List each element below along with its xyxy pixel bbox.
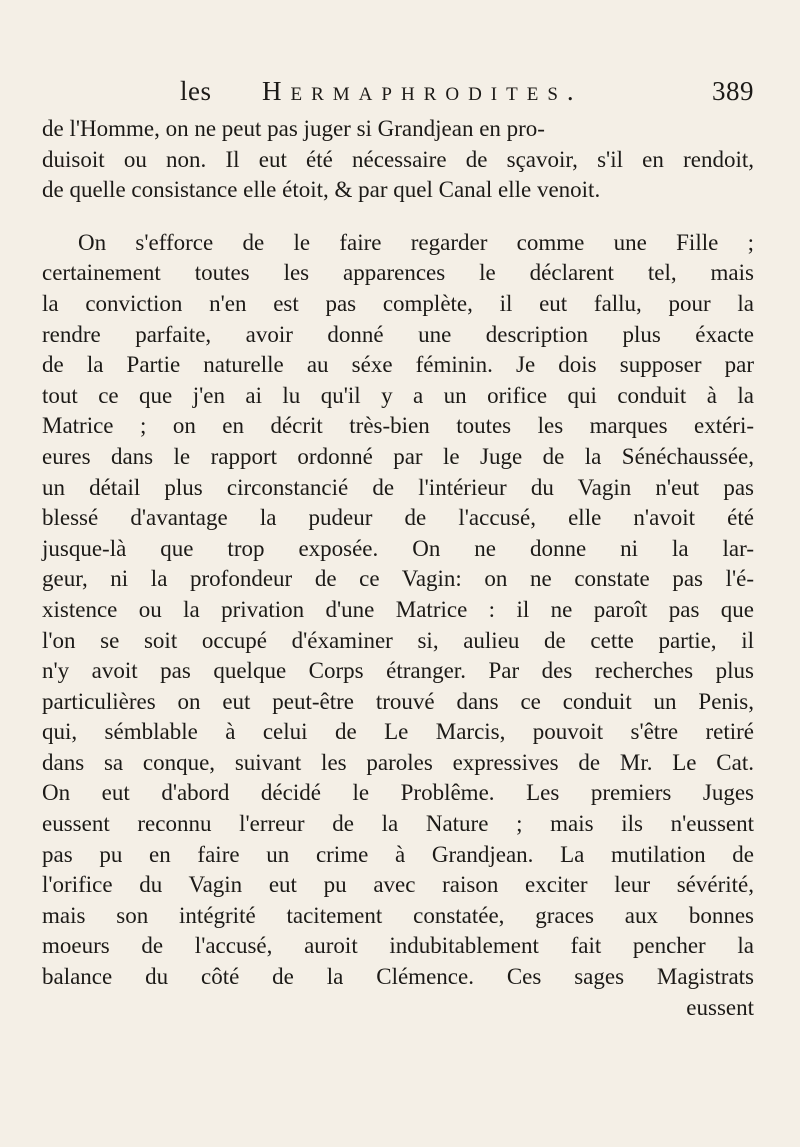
text-line: balance du côté de la Clémence. Ces sages Magistrats xyxy=(42,964,754,990)
text-line: Matrice ; on en décrit très-bien toutes les marques extéri- xyxy=(42,413,754,439)
text-line: de la Partie naturelle au séxe féminin. Je dois supposer par xyxy=(42,352,754,378)
text-line: l'orifice du Vagin eut pu avec raison exciter leur sévérité, xyxy=(42,872,754,898)
text-line: mais son intégrité tacitement constatée, graces aux bonnes xyxy=(42,902,754,928)
running-head xyxy=(42,70,754,114)
text-line: On eut d'abord décidé le Problême. Les premiers Juges xyxy=(42,780,754,806)
text-line: particulières on eut peut-être trouvé dans ce conduit un Penis, xyxy=(42,688,754,714)
text-line: pas pu en faire un crime à Grandjean. La mutilation de xyxy=(42,841,754,867)
text-line: la conviction n'en est pas complète, il eut fallu, pour la xyxy=(42,290,754,316)
text-line: moeurs de l'accusé, auroit indubitablement fait pencher la xyxy=(42,933,754,959)
text-line: certainement toutes les apparences le déclarent tel, mais xyxy=(42,260,754,286)
text-line: geur, ni la profondeur de ce Vagin: on ne constate pas l'é- xyxy=(42,566,754,592)
text-line: On s'efforce de le faire regarder comme une Fille ; xyxy=(78,229,754,255)
text-line: tout ce que j'en ai lu qu'il y a un orifice qui conduit à la xyxy=(42,382,754,408)
running-head-word: les xyxy=(180,76,212,106)
page-number: 389 xyxy=(712,76,754,106)
text-line: eussent reconnu l'erreur de la Nature ; mais ils n'eussent xyxy=(42,811,754,837)
text-line: qui, sémblable à celui de Le Marcis, pouvoit s'être retiré xyxy=(42,719,754,745)
text-line: de l'Homme, on ne peut pas juger si Grandjean en pro- xyxy=(42,116,545,141)
text-line: dans sa conque, suivant les paroles expressives de Mr. Le Cat. xyxy=(42,749,754,775)
text-line: rendre parfaite, avoir donné une description plus éxacte xyxy=(42,321,754,347)
text-line: blessé d'avantage la pudeur de l'accusé, elle n'avoit été xyxy=(42,505,754,531)
text-line: xistence ou la privation d'une Matrice : il ne paroît pas que xyxy=(42,596,754,622)
text-line: de quelle consistance elle étoit, & par quel Canal elle venoit. xyxy=(42,177,601,203)
catchword: eussent xyxy=(686,994,754,1020)
text-line: duisoit ou non. Il eut été nécessaire de sçavoir, s'il en rendoit, xyxy=(42,146,754,172)
text-line: jusque-là que trop exposée. On ne donne ni la lar- xyxy=(42,535,754,561)
paragraph-1 xyxy=(42,114,754,206)
text-line: n'y avoit pas quelque Corps étranger. Par des recherches plus xyxy=(42,658,754,684)
paragraph-2 xyxy=(42,228,754,1023)
text-line: eures dans le rapport ordonné par le Juge de la Sénéchaussée, xyxy=(42,443,754,469)
text-line: l'on se soit occupé d'éxaminer si, aulieu de cette partie, il xyxy=(42,627,754,653)
running-head-title: Hermaphrodites. xyxy=(262,76,583,106)
text-line: un détail plus circonstancié de l'intérieur du Vagin n'eut pas xyxy=(42,474,754,500)
paragraph-gap xyxy=(42,206,754,228)
